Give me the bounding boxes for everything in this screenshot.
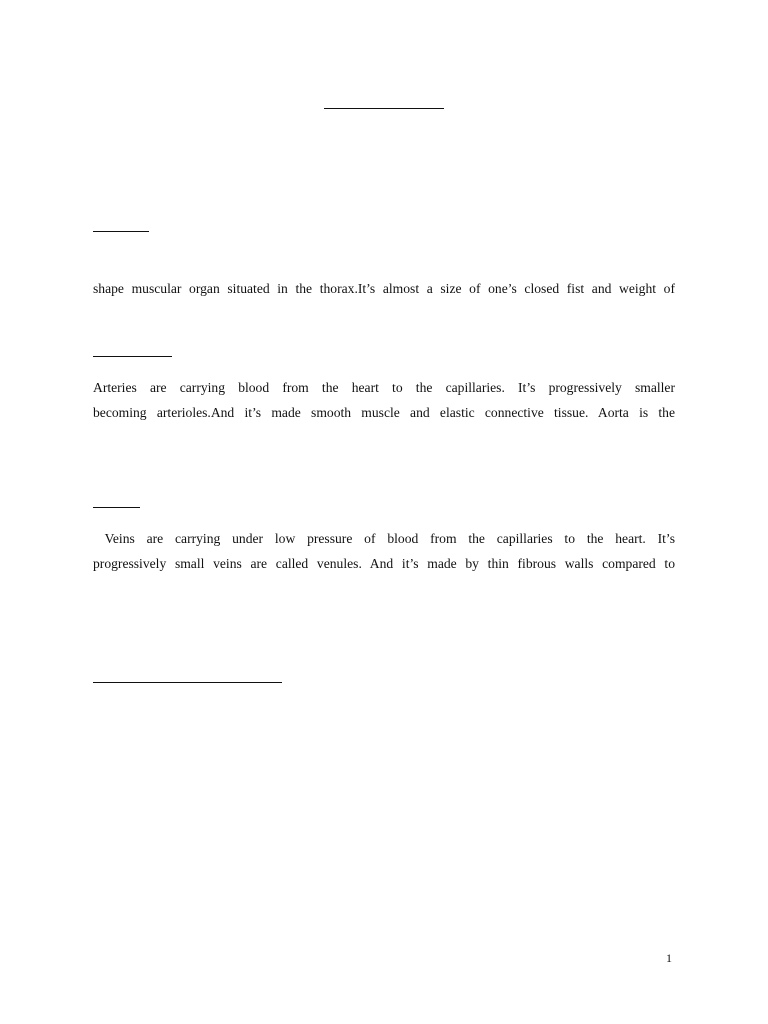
veins-heading-underline [93, 507, 140, 508]
arteries-paragraph-line: Arteries are carrying blood from the heart to the capillaries. It’s progressively smaller [93, 380, 675, 395]
arteries-paragraph-line: becoming arterioles.And it’s made smooth muscle and elastic connective tissue. Aorta is the [93, 405, 675, 420]
heart-paragraph [93, 276, 675, 301]
heart-heading-underline [93, 231, 149, 232]
page-number: 1 [666, 951, 672, 965]
arteries-paragraph [93, 375, 675, 425]
veins-paragraph-line: progressively small veins are called venules. And it’s made by thin fibrous walls compared to [93, 556, 675, 571]
title-underline [324, 108, 444, 109]
section-heading-underline [93, 682, 282, 683]
veins-paragraph [93, 526, 675, 576]
arteries-heading-underline [93, 356, 172, 357]
heart-paragraph-line: shape muscular organ situated in the thorax.It’s almost a size of one’s closed fist and weight of [93, 281, 675, 296]
veins-paragraph-line: Veins are carrying under low pressure of blood from the capillaries to the heart. It’s [93, 531, 675, 546]
